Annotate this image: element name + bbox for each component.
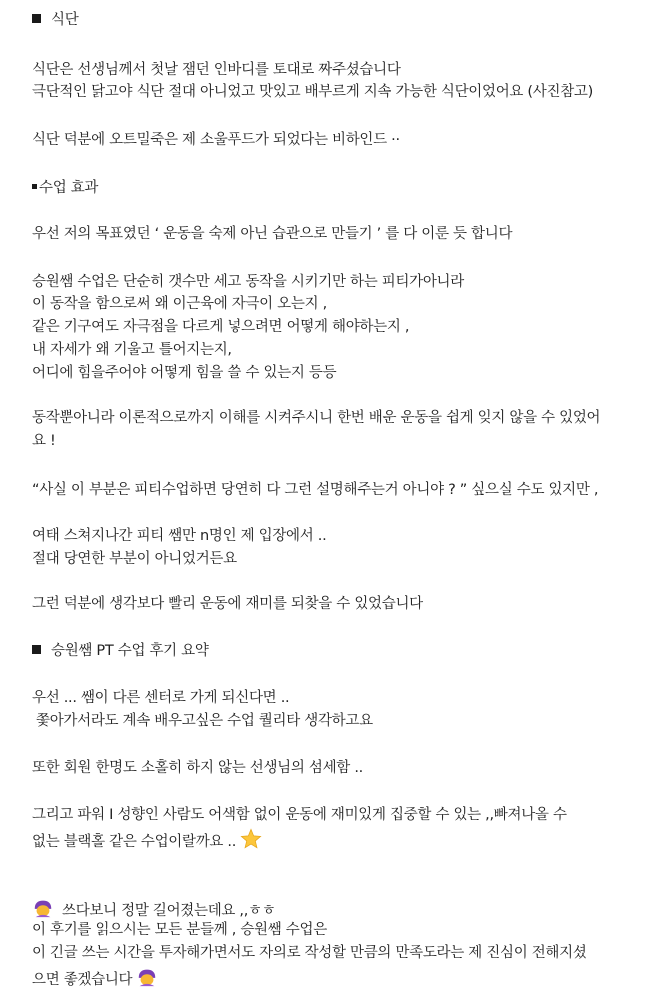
- paragraph-line: 우선 ... 쌤이 다른 센터로 가게 되신다면 ..: [32, 690, 290, 706]
- paragraph-line: 절대 당연한 부분이 아니었거든요: [32, 551, 237, 567]
- paragraph-line: “사실 이 부분은 피티수업하면 당연히 다 그런 설명해주는거 아니야 ? ” 싶으실 수도 있지만 ,: [32, 482, 599, 498]
- paragraph-line: 극단적인 닭고야 식단 절대 아니었고 맛있고 배부르게 지속 가능한 식단이었어요 (사진참고): [32, 84, 593, 100]
- summary-heading: 승원쌤 PT 수업 후기 요약: [32, 641, 209, 661]
- paragraph-line: 같은 기구여도 자극점을 다르게 넣으려면 어떻게 해야하는지 ,: [32, 319, 410, 335]
- paragraph-line: 이 후기를 읽으시는 모든 분들께 , 승원쌤 수업은: [32, 922, 327, 938]
- paragraph-line: 쓰다보니 정말 길어졌는데요 ,,ㅎㅎ: [32, 897, 275, 925]
- star-emoji-icon: [240, 828, 262, 856]
- paragraph-line: 쫓아가서라도 계속 배우고싶은 수업 퀄리타 생각하고요: [36, 713, 373, 729]
- paragraph-line: 식단 덕분에 오트밀죽은 제 소울푸드가 되었다는 비하인드 ··: [32, 132, 400, 148]
- paragraph-line: 없는 블랙홀 같은 수업이랄까요 ..: [32, 828, 262, 856]
- paragraph-line: 또한 회원 한명도 소홀히 하지 않는 선생님의 섬세함 ..: [32, 760, 363, 776]
- effect-heading: 수업 효과: [32, 178, 98, 198]
- paragraph-line: 으면 좋겠습니다: [32, 966, 158, 994]
- paragraph-line: 이 동작을 함으로써 왜 이근육에 자극이 오는지 ,: [32, 296, 327, 312]
- black-square-icon: [32, 645, 41, 654]
- small-black-square-icon: [32, 184, 37, 189]
- paragraph-line: 우선 저의 목표였던 ‘ 운동을 숙제 아닌 습관으로 만들기 ’ 를 다 이룬 듯 합니다: [32, 226, 513, 242]
- paragraph-line: 승원쌤 수업은 단순히 갯수만 세고 동작을 시키기만 하는 피티가아니라: [32, 274, 464, 290]
- paragraph-line: 내 자세가 왜 기울고 틀어지는지,: [32, 342, 232, 358]
- paragraph-line: 그런 덕분에 생각보다 빨리 운동에 재미를 되찾을 수 있었습니다: [32, 596, 423, 612]
- paragraph-line: 이 긴글 쓰는 시간을 투자해가면서도 자의로 작성할 만큼의 만족도라는 제 진심이 전해지셨: [32, 945, 587, 961]
- paragraph-line: 여태 스쳐지나간 피티 쌤만 n명인 제 입장에서 ..: [32, 528, 327, 544]
- paragraph-line: 어디에 힘을주어야 어떻게 힘을 쓸 수 있는지 등등: [32, 365, 337, 381]
- paragraph-line: 그리고 파워 I 성향인 사람도 어색함 없이 운동에 재미있게 집중할 수 있는 ,,빠져나올 수: [32, 807, 567, 823]
- paragraph-line: 요 !: [32, 433, 56, 449]
- paragraph-line: 동작뿐아니라 이론적으로까지 이해를 시켜주시니 한번 배운 운동을 쉽게 잊지 않을 수 있었어: [32, 410, 601, 426]
- black-square-icon: [32, 14, 41, 23]
- paragraph-line: 식단은 선생님께서 첫날 잼던 인바디를 토대로 짜주셨습니다: [32, 62, 401, 78]
- diet-heading: 식단: [32, 10, 78, 30]
- bowing-person-emoji-icon: [136, 966, 158, 994]
